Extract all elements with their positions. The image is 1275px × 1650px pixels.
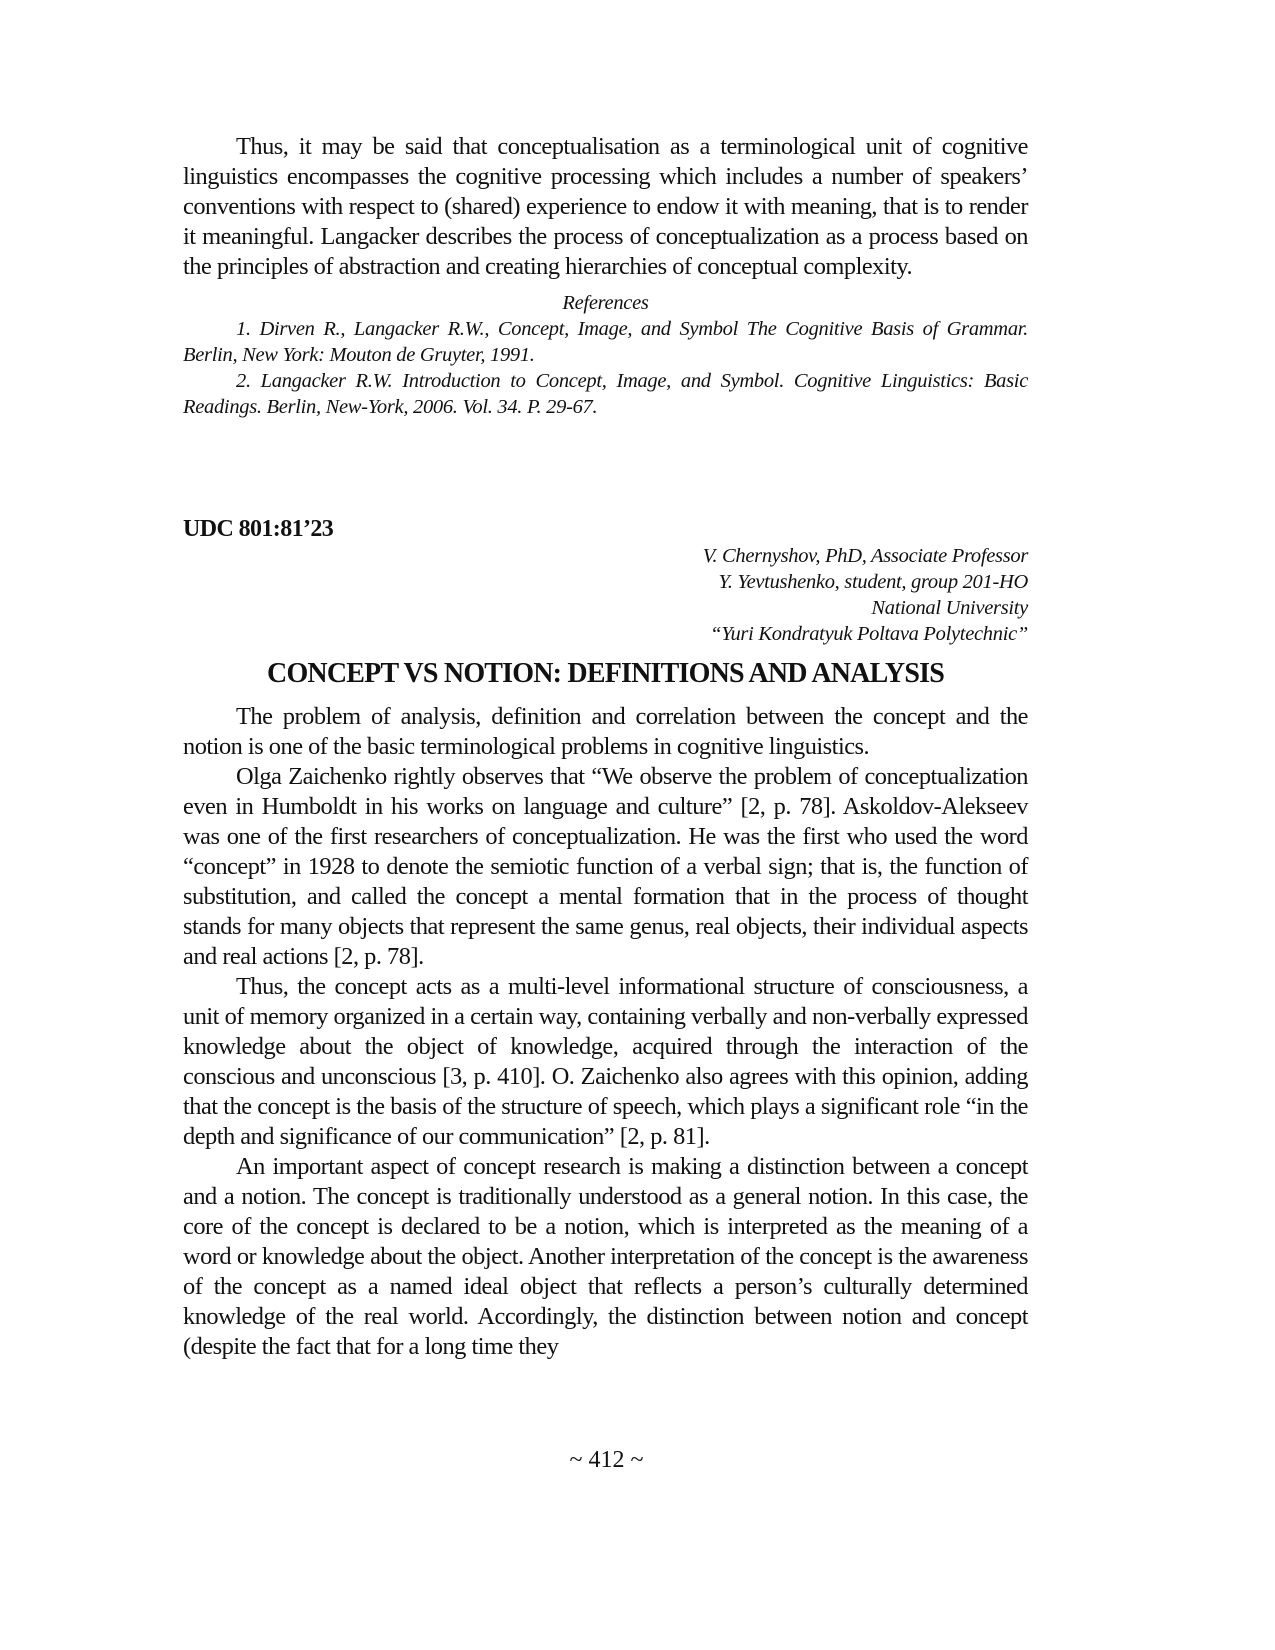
author-line: Y. Yevtushenko, student, group 201-HO	[718, 571, 1028, 593]
author-block	[703, 543, 1028, 647]
udc-code: UDC 801:81’23	[183, 516, 334, 542]
previous-article-ending	[183, 132, 1028, 420]
reference-item: 1. Dirven R., Langacker R.W., Concept, Image, and Symbol The Cognitive Basis of Grammar. Berlin, New York: Mouton de Gruyter, 1991.	[183, 318, 1028, 366]
references-heading: References	[562, 292, 649, 314]
affiliation-line: National University	[871, 597, 1028, 619]
reference-item: 2. Langacker R.W. Introduction to Concept, Image, and Symbol. Cognitive Linguistics: Basic Readings. Berlin, New-York, 2006. Vol. 34. P. 29-67.	[183, 370, 1028, 418]
body-paragraph: The problem of analysis, definition and correlation between the concept and the notion is one of the basic terminological problems in cognitive linguistics.	[183, 703, 1028, 760]
body-paragraph: Thus, the concept acts as a multi-level informational structure of consciousness, a unit of memory organized in a certain way, containing verbally and non-verbally expressed knowledge about the object of knowledge, acquired through the interaction of the conscious and unconscious [3, p. 410]. O. Zaichenko also agrees with this opinion, adding that the concept is the basis of the structure of speech, which plays a significant role “in the depth and significance of our communication” [2, p. 81].	[183, 973, 1028, 1150]
author-line: V. Chernyshov, PhD, Associate Professor	[702, 545, 1028, 567]
article-body	[183, 702, 1028, 1362]
article-title: CONCEPT VS NOTION: DEFINITIONS AND ANALYSIS	[267, 658, 944, 689]
body-paragraph: Olga Zaichenko rightly observes that “We observe the problem of conceptualization even in Humboldt in his works on language and culture” [2, p. 78]. Askoldov-Alekseev was one of the first researchers of conceptualization. He was the first who used the word “concept” in 1928 to denote the semiotic function of a verbal sign; that is, the function of substitution, and called the concept a mental formation that in the process of thought stands for many objects that represent the same genus, real objects, their individual aspects and real actions [2, p. 78].	[183, 763, 1028, 970]
closing-paragraph: Thus, it may be said that conceptualisation as a terminological unit of cognitive linguistics encompasses the cognitive processing which includes a number of speakers’ conventions with respect to (shared) experience to endow it with meaning, that is to render it meaningful. Langacker describes the process of conceptualization as a process based on the principles of abstraction and creating hierarchies of conceptual complexity.	[183, 133, 1028, 280]
affiliation-line: “Yuri Kondratyuk Poltava Polytechnic”	[710, 623, 1028, 645]
body-paragraph: An important aspect of concept research is making a distinction between a concept and a notion. The concept is traditionally understood as a general notion. In this case, the core of the concept is declared to be a notion, which is interpreted as the meaning of a word or knowledge about the object. Another interpretation of the concept is the awareness of the concept as a named ideal object that reflects a person’s culturally determined knowledge of the real world. Accordingly, the distinction between notion and concept (despite the fact that for a long time they	[183, 1153, 1028, 1360]
page-number: ~ 412 ~	[569, 1447, 644, 1473]
